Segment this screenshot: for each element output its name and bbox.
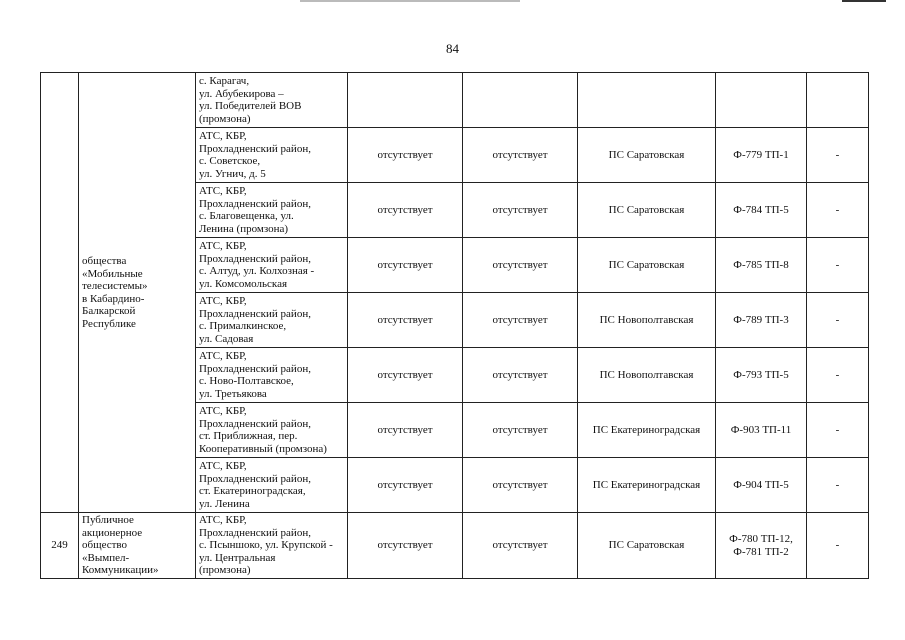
cell-feeder [716,73,807,128]
cell-feeder [716,458,807,513]
cell-8: - [807,128,869,183]
address-line: с. Карагач, [199,75,250,87]
address-line: ул. Ленина [199,497,250,510]
org-line: в Кабардино- [82,292,145,305]
address-line: АТС, КБР, [199,405,247,417]
number-cell: 249 [41,513,79,579]
cell-5: отсутствует [463,128,578,183]
cell-feeder [716,403,807,458]
organization-cell [79,513,196,579]
feeder-line: Ф-789 ТП-3 [733,313,789,326]
address-cell [196,238,348,293]
cell-4: отсутствует [348,458,463,513]
address-line: Ленина (промзона) [199,222,289,235]
cell-5: отсутствует [463,458,578,513]
address-line: ул. Абубекирова – [199,87,284,100]
org-line: общество [82,539,128,552]
address-line: ст. Приближная, пер. [199,430,298,442]
address-line: АТС, КБР, [199,350,247,362]
cell-5: отсутствует [463,238,578,293]
address-line: АТС, КБР, [199,185,247,197]
address-cell [196,128,348,183]
address-line: Кооперативный (промзона) [199,442,327,455]
address-line: Прохладненский район, [199,142,311,155]
address-line: Прохладненский район, [199,197,311,210]
cell-4: отсутствует [348,238,463,293]
address-line: Прохладненский район, [199,307,311,320]
cell-5: отсутствует [463,293,578,348]
cell-5: отсутствует [463,348,578,403]
org-line: Балкарской [82,305,136,317]
cell-substation: ПС Екатериноградская [578,403,716,458]
cell-8: - [807,348,869,403]
cell-feeder [716,238,807,293]
address-cell [196,73,348,128]
cell-substation: ПС Новополтавская [578,293,716,348]
address-line: АТС, КБР, [199,240,247,252]
address-cell [196,403,348,458]
address-line: Прохладненский район, [199,362,311,375]
feeder-line: Ф-780 ТП-12, [729,533,793,545]
address-line: ул. Комсомольская [199,277,288,290]
org-line: «Мобильные [82,267,143,280]
org-line: Коммуникации» [82,564,159,577]
cell-5: отсутствует [463,403,578,458]
feeder-line: Ф-904 ТП-5 [733,478,789,491]
feeder-line: Ф-781 ТП-2 [733,545,789,558]
address-line: ул. Победителей ВОВ [199,100,302,112]
table-row [41,73,869,128]
org-line: акционерное [82,526,143,539]
org-line: телесистемы» [82,280,148,292]
cell-4 [348,73,463,128]
table-row [41,513,869,579]
address-line: АТС, КБР, [199,295,247,307]
address-cell [196,183,348,238]
address-cell [196,348,348,403]
registry-table [40,72,869,579]
cell-5 [463,73,578,128]
cell-8: - [807,458,869,513]
cell-4: отсутствует [348,348,463,403]
feeder-line: Ф-793 ТП-5 [733,368,789,381]
cell-feeder [716,348,807,403]
org-line: Публичное [82,514,134,527]
address-line: ст. Екатериноградская, [199,485,306,497]
org-line: общества [82,255,127,267]
organization-cell [79,73,196,513]
cell-8: - [807,513,869,579]
address-line: с. Псыншоко, ул. Крупской - [199,539,333,552]
cell-substation: ПС Саратовская [578,238,716,293]
address-line: с. Ново-Полтавское, [199,375,294,387]
feeder-line: Ф-779 ТП-1 [733,148,789,161]
cell-4: отсутствует [348,513,463,579]
address-line: с. Благовещенка, ул. [199,210,294,222]
cell-8: - [807,238,869,293]
cell-4: отсутствует [348,183,463,238]
cell-feeder [716,293,807,348]
cell-4: отсутствует [348,128,463,183]
page-number: 84 [446,41,459,56]
cell-substation: ПС Саратовская [578,183,716,238]
address-line: с. Алтуд, ул. Колхозная - [199,265,315,277]
cell-substation: ПС Саратовская [578,128,716,183]
cell-8: - [807,183,869,238]
cell-substation: ПС Саратовская [578,513,716,579]
top-scan-line-right [842,0,886,2]
cell-feeder [716,128,807,183]
org-line: «Вымпел- [82,551,130,564]
address-cell [196,458,348,513]
cell-4: отсутствует [348,293,463,348]
cell-feeder [716,513,807,579]
address-line: Прохладненский район, [199,472,311,485]
feeder-line: Ф-903 ТП-11 [730,423,792,436]
cell-substation [578,73,716,128]
cell-5: отсутствует [463,183,578,238]
address-line: АТС, КБР, [199,460,247,472]
address-line: АТС, КБР, [199,514,247,527]
address-line: ул. Центральная [199,551,276,564]
address-line: ул. Угнич, д. 5 [199,167,266,180]
address-line: Прохладненский район, [199,252,311,265]
cell-8: - [807,403,869,458]
feeder-line: Ф-785 ТП-8 [733,258,789,271]
cell-8 [807,73,869,128]
address-line: ул. Третьякова [199,387,267,400]
address-line: АТС, КБР, [199,130,247,142]
cell-substation: ПС Новополтавская [578,348,716,403]
cell-substation: ПС Екатериноградская [578,458,716,513]
address-line: ул. Садовая [199,332,254,345]
cell-feeder [716,183,807,238]
top-scan-line-left [300,0,520,2]
cell-5: отсутствует [463,513,578,579]
number-cell [41,73,79,513]
address-cell [196,293,348,348]
cell-8: - [807,293,869,348]
cell-4: отсутствует [348,403,463,458]
address-line: Прохладненский район, [199,417,311,430]
address-line: с. Советское, [199,155,261,167]
address-line: с. Прималкинское, [199,320,287,332]
address-cell [196,513,348,579]
address-line: Прохладненский район, [199,526,311,539]
address-line: (промзона) [199,564,251,577]
address-line: (промзона) [199,112,251,125]
feeder-line: Ф-784 ТП-5 [733,203,789,216]
org-line: Республике [82,317,136,330]
